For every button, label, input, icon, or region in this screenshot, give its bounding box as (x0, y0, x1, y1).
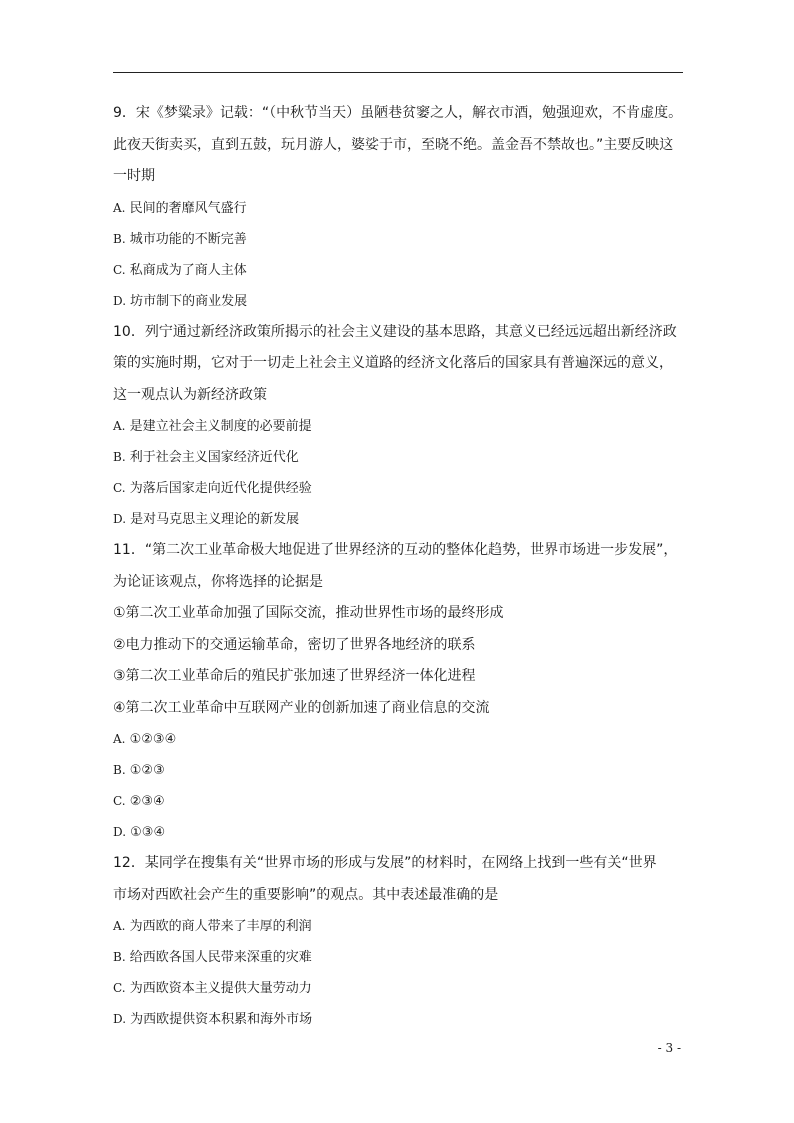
question-10 (113, 317, 685, 536)
answer-option[interactable] (113, 442, 685, 473)
statement-item: ④第二次工业革命中互联网产业的创新加速了商业信息的交流 (113, 699, 490, 716)
option-letter: A. (113, 919, 126, 933)
option-text: 为落后国家走向近代化提供经验 (129, 481, 312, 496)
option-text: 利于社会主义国家经济近代化 (129, 450, 299, 465)
option-text: 是建立社会主义制度的必要前提 (129, 419, 312, 434)
answer-option[interactable] (113, 817, 685, 848)
option-letter: D. (113, 293, 127, 308)
option-text: 民间的奢靡风气盛行 (129, 200, 247, 216)
option-text: 城市功能的不断完善 (129, 231, 247, 247)
option-letter: A. (113, 732, 126, 746)
question-stem-line: 这一观点认为新经济政策 (113, 386, 267, 403)
option-letter: C. (113, 794, 126, 808)
option-letter: A. (113, 419, 126, 433)
option-text: 为西欧资本主义提供大量劳动力 (129, 981, 312, 996)
option-letter: B. (113, 763, 126, 777)
statement-item: ①第二次工业革命加强了国际交流，推动世界性市场的最终形成 (113, 605, 504, 621)
answer-option[interactable] (113, 504, 685, 535)
question-12 (113, 848, 685, 1035)
answer-option[interactable] (113, 786, 685, 817)
option-text: ①③④ (130, 825, 166, 840)
option-letter: D. (113, 825, 127, 839)
answer-option[interactable] (113, 911, 685, 942)
statement-item: ②电力推动下的交通运输革命，密切了世界各地经济的联系 (113, 636, 476, 653)
answer-option[interactable] (113, 473, 685, 504)
answer-option[interactable] (113, 411, 685, 442)
option-letter: B. (113, 450, 126, 464)
option-letter: D. (113, 1012, 127, 1026)
option-text: 为西欧提供资本积累和海外市场 (130, 1012, 313, 1027)
question-stem-line: 11．“第二次工业革命极大地促进了世界经济的互动的整体化趋势，世界市场进一步发展”， (113, 542, 678, 558)
header-rule (113, 72, 683, 73)
option-letter: B. (113, 950, 126, 964)
question-stem-line: 此夜天街卖买，直到五鼓，玩月游人，婆娑于市，至晓不绝。盖金吾不禁故也。”主要反映这 (113, 136, 674, 153)
answer-option[interactable] (113, 224, 685, 255)
option-text: 坊市制下的商业发展 (130, 293, 248, 309)
answer-option[interactable] (113, 1004, 685, 1035)
option-text: ①②③ (129, 763, 165, 778)
question-stem-line: 10．列宁通过新经济政策所揭示的社会主义建设的基本思路，其意义已经远远超出新经济政 (113, 323, 677, 340)
option-text: ①②③④ (129, 732, 177, 747)
question-9 (113, 98, 685, 317)
option-letter: C. (113, 481, 126, 495)
option-letter: C. (113, 981, 126, 995)
answer-option[interactable] (113, 286, 685, 317)
option-letter: A. (113, 200, 126, 215)
answer-option[interactable] (113, 193, 685, 224)
question-stem-line: 12．某同学在搜集有关“世界市场的形成与发展”的材料时，在网络上找到一些有关“世界 (113, 855, 657, 871)
question-stem-line: 一时期 (113, 168, 155, 184)
question-stem-line: 为论证该观点，你将选择的论据是 (113, 573, 323, 590)
option-text: ②③④ (129, 794, 165, 809)
question-list (113, 98, 685, 1035)
answer-option[interactable] (113, 973, 685, 1004)
option-text: 为西欧的商人带来了丰厚的利润 (129, 919, 312, 934)
statement-item: ③第二次工业革命后的殖民扩张加速了世界经济一体化进程 (113, 668, 476, 684)
option-text: 是对马克思主义理论的新发展 (130, 512, 300, 527)
page-number: - 3 - (657, 1041, 681, 1055)
answer-option[interactable] (113, 724, 685, 755)
question-stem-line: 策的实施时期，它对于一切走上社会主义道路的经济文化落后的国家具有普遍深远的意义， (113, 355, 673, 371)
option-text: 私商成为了商人主体 (129, 262, 247, 278)
question-stem-line: 市场对西欧社会产生的重要影响”的观点。其中表述最准确的是 (113, 886, 499, 903)
option-letter: C. (113, 262, 126, 277)
option-letter: D. (113, 512, 127, 526)
option-text: 给西欧各国人民带来深重的灾难 (129, 950, 312, 965)
answer-option[interactable] (113, 942, 685, 973)
question-11 (113, 535, 685, 848)
answer-option[interactable] (113, 255, 685, 286)
question-stem-line: 9．宋《梦粱录》记载：“（中秋节当天）虽陋巷贫窭之人，解衣市酒，勉强迎欢，不肯虚度。 (113, 105, 683, 121)
option-letter: B. (113, 231, 126, 246)
answer-option[interactable] (113, 755, 685, 786)
